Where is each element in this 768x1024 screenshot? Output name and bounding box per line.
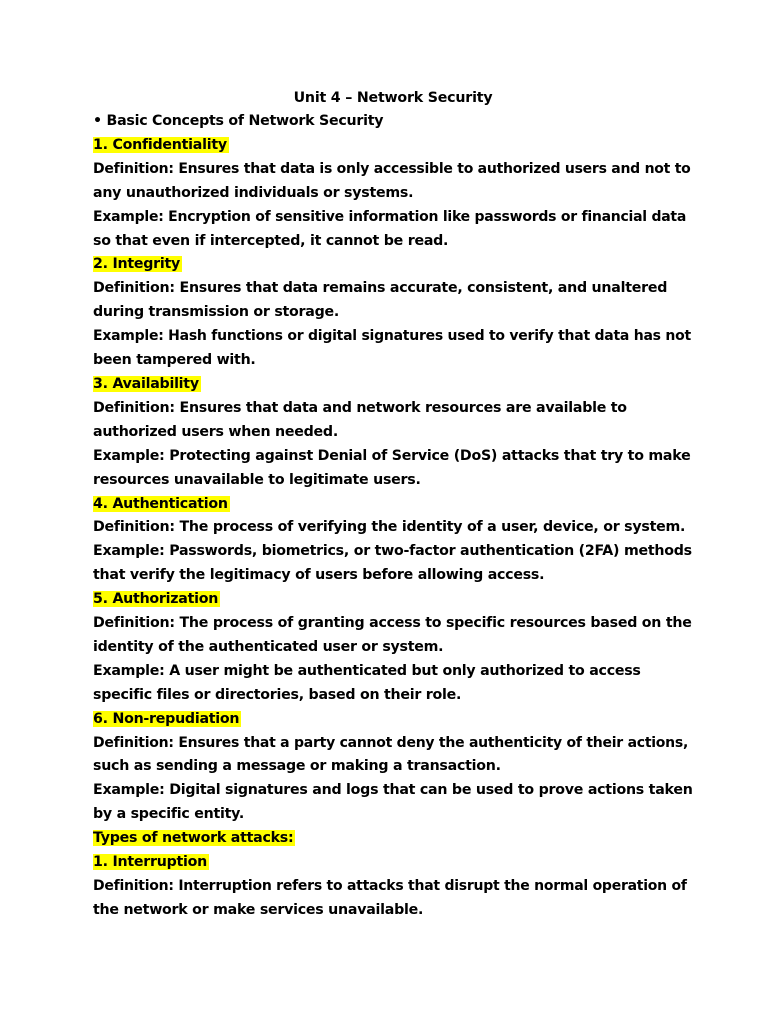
line-text: that verify the legitimacy of users before allowing access.: [93, 567, 545, 584]
body-line: [93, 397, 693, 421]
line-text: Example: Digital signatures and logs that can be used to prove actions taken: [93, 782, 693, 799]
line-text: been tampered with.: [93, 352, 256, 369]
body-line: [93, 469, 693, 493]
heading-text: 4. Authentication: [93, 495, 228, 512]
highlighted-heading: [93, 134, 693, 158]
line-text: authorized users when needed.: [93, 423, 338, 440]
document-page: [93, 86, 693, 923]
line-text: by a specific entity.: [93, 806, 244, 823]
line-text: Definition: Ensures that data is only accessible to authorized users and not to: [93, 160, 691, 177]
section-heading: • Basic Concepts of Network Security: [93, 113, 384, 129]
heading-text: 2. Integrity: [93, 256, 181, 273]
body-line: [93, 325, 693, 349]
line-text: Definition: Ensures that data and network resources are available to: [93, 399, 627, 416]
body-line: [93, 755, 693, 779]
heading-text: 1. Interruption: [93, 854, 207, 871]
body-line: [93, 540, 693, 564]
body-line: [93, 875, 693, 899]
heading-text: 6. Non-repudiation: [93, 710, 240, 727]
line-text: such as sending a message or making a transaction.: [93, 758, 501, 775]
body-line: [93, 277, 693, 301]
body-line: [93, 516, 693, 540]
body-line: [93, 684, 693, 708]
line-text: Example: Encryption of sensitive information like passwords or financial data: [93, 208, 687, 225]
body-line: [93, 803, 693, 827]
line-text: so that even if intercepted, it cannot be read.: [93, 232, 449, 249]
highlighted-heading: [93, 493, 693, 517]
body-line: [93, 732, 693, 756]
body-line: [93, 301, 693, 325]
highlighted-heading: [93, 253, 693, 277]
highlighted-heading: [93, 588, 693, 612]
heading-text: 3. Availability: [93, 375, 199, 392]
line-text: Example: Protecting against Denial of Service (DoS) attacks that try to make: [93, 447, 691, 464]
body-line: [93, 230, 693, 254]
body-line: [93, 564, 693, 588]
body-line: [93, 158, 693, 182]
line-text: during transmission or storage.: [93, 304, 340, 321]
line-text: any unauthorized individuals or systems.: [93, 184, 414, 201]
highlighted-heading: [93, 851, 693, 875]
highlighted-heading: [93, 827, 693, 851]
line-text: the network or make services unavailable.: [93, 901, 424, 918]
page-title: Unit 4 – Network Security: [293, 90, 493, 106]
body-line: [93, 779, 693, 803]
body-line: [93, 206, 693, 230]
heading-text: 1. Confidentiality: [93, 136, 227, 153]
body-line: [93, 899, 693, 923]
line-text: Example: Passwords, biometrics, or two-factor authentication (2FA) methods: [93, 543, 692, 560]
body-line: [93, 182, 693, 206]
line-text: Definition: Interruption refers to attacks that disrupt the normal operation of: [93, 878, 687, 894]
line-text: Example: A user might be authenticated but only authorized to access: [93, 662, 641, 679]
line-text: identity of the authenticated user or system.: [93, 638, 444, 655]
highlighted-heading: [93, 708, 693, 732]
line-text: Definition: The process of verifying the identity of a user, device, or system.: [93, 519, 686, 536]
heading-text: Types of network attacks:: [93, 830, 294, 847]
line-text: Definition: Ensures that a party cannot deny the authenticity of their actions,: [93, 734, 689, 751]
body-line: [93, 421, 693, 445]
body-line: [93, 660, 693, 684]
line-text: Example: Hash functions or digital signatures used to verify that data has not: [93, 328, 691, 345]
body-line: [93, 445, 693, 469]
line-text: specific files or directories, based on their role.: [93, 686, 462, 703]
line-text: resources unavailable to legitimate users.: [93, 471, 421, 488]
body-line: [93, 612, 693, 636]
body-line: [93, 349, 693, 373]
line-text: Definition: Ensures that data remains accurate, consistent, and unaltered: [93, 280, 668, 297]
body-line: [93, 636, 693, 660]
heading-text: 5. Authorization: [93, 591, 219, 608]
document-body: [93, 134, 693, 923]
highlighted-heading: [93, 373, 693, 397]
line-text: Definition: The process of granting access to specific resources based on the: [93, 615, 692, 632]
